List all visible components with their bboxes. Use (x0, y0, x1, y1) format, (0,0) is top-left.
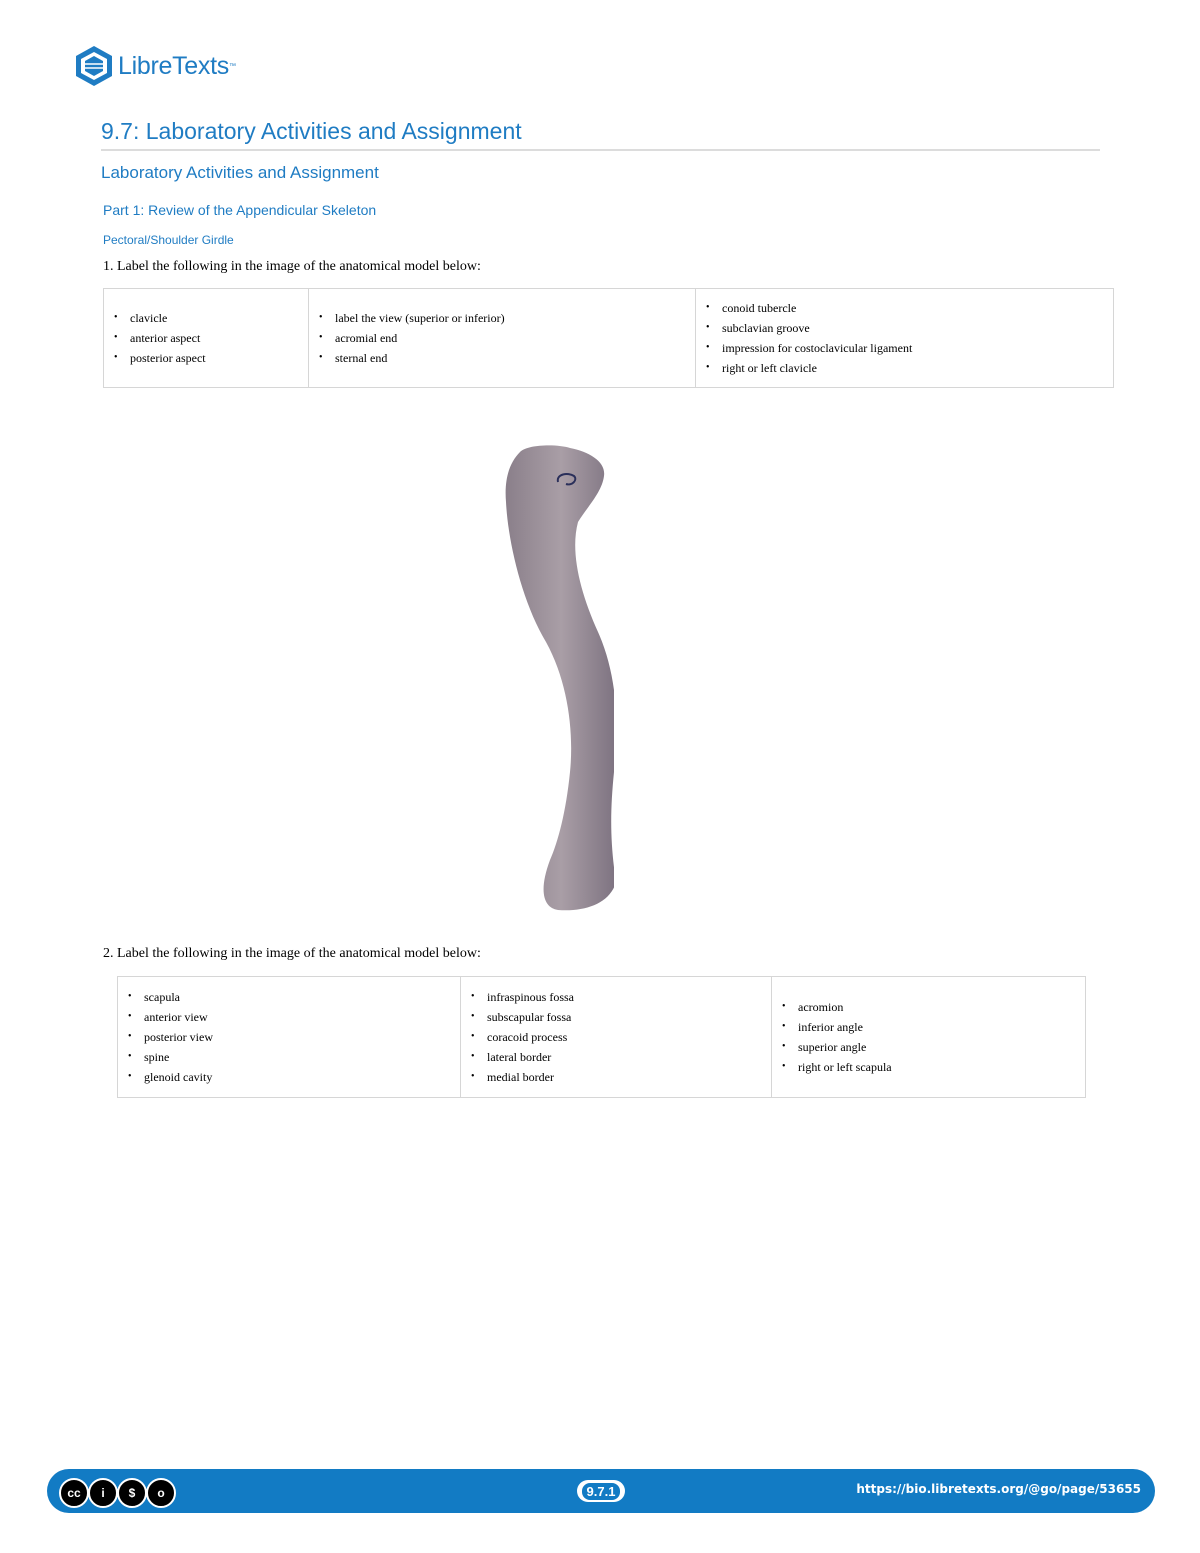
question-2-label-table (117, 976, 1086, 1098)
question-1-label-table (103, 288, 1114, 388)
license-badges[interactable] (59, 1478, 175, 1508)
page-number: 9.7.1 (582, 1483, 621, 1500)
list-item: • impression for costoclavicular ligament (722, 338, 1113, 358)
cc-icon: cc (59, 1478, 89, 1508)
list-item: • anterior view (144, 1007, 460, 1027)
list-item: • medial border (487, 1067, 771, 1087)
list-item: • subclavian groove (722, 318, 1113, 338)
list-item: • label the view (superior or inferior) (335, 308, 695, 328)
logo-wordmark: LibreTexts (118, 51, 229, 80)
label-column-3 (696, 289, 1114, 388)
list-item: • infraspinous fossa (487, 987, 771, 1007)
list-item: • inferior angle (798, 1017, 1085, 1037)
list-item: • spine (144, 1047, 460, 1067)
label-column-1 (118, 977, 461, 1098)
list-item: • acromion (798, 997, 1085, 1017)
question-1-prompt: 1. Label the following in the image of the anatomical model below: (103, 259, 481, 274)
libretexts-logo[interactable] (72, 44, 236, 88)
list-item: • subscapular fossa (487, 1007, 771, 1027)
list-item: • posterior aspect (130, 348, 308, 368)
list-item: • lateral border (487, 1047, 771, 1067)
list-item: • posterior view (144, 1027, 460, 1047)
page-title: 9.7: Laboratory Activities and Assignment (101, 118, 522, 144)
question-2-prompt: 2. Label the following in the image of the anatomical model below: (103, 946, 481, 961)
list-item: • coracoid process (487, 1027, 771, 1047)
list-item: • right or left scapula (798, 1057, 1085, 1077)
by-icon: i (88, 1478, 118, 1508)
list-item: • clavicle (130, 308, 308, 328)
title-divider (101, 149, 1100, 151)
list-item: • scapula (144, 987, 460, 1007)
part-title: Part 1: Review of the Appendicular Skeleton (103, 202, 377, 218)
section-title: Laboratory Activities and Assignment (101, 163, 379, 182)
label-column-2 (461, 977, 772, 1098)
label-column-1 (104, 289, 309, 388)
list-item: • superior angle (798, 1037, 1085, 1057)
list-item: • acromial end (335, 328, 695, 348)
clavicle-model-image (498, 442, 614, 912)
page-number-badge (577, 1480, 625, 1502)
logo-trademark: ™ (228, 62, 236, 70)
page-footer (47, 1469, 1155, 1513)
list-item: • anterior aspect (130, 328, 308, 348)
nc-icon: $ (117, 1478, 147, 1508)
page-url-link[interactable]: https://bio.libretexts.org/@go/page/53655 (856, 1482, 1141, 1496)
subsection-title: Pectoral/Shoulder Girdle (103, 233, 234, 247)
list-item: • right or left clavicle (722, 358, 1113, 378)
list-item: • conoid tubercle (722, 298, 1113, 318)
label-column-3 (772, 977, 1086, 1098)
list-item: • sternal end (335, 348, 695, 368)
list-item: • glenoid cavity (144, 1067, 460, 1087)
sa-icon: o (146, 1478, 176, 1508)
libretexts-logo-icon (72, 44, 116, 88)
label-column-2 (309, 289, 696, 388)
